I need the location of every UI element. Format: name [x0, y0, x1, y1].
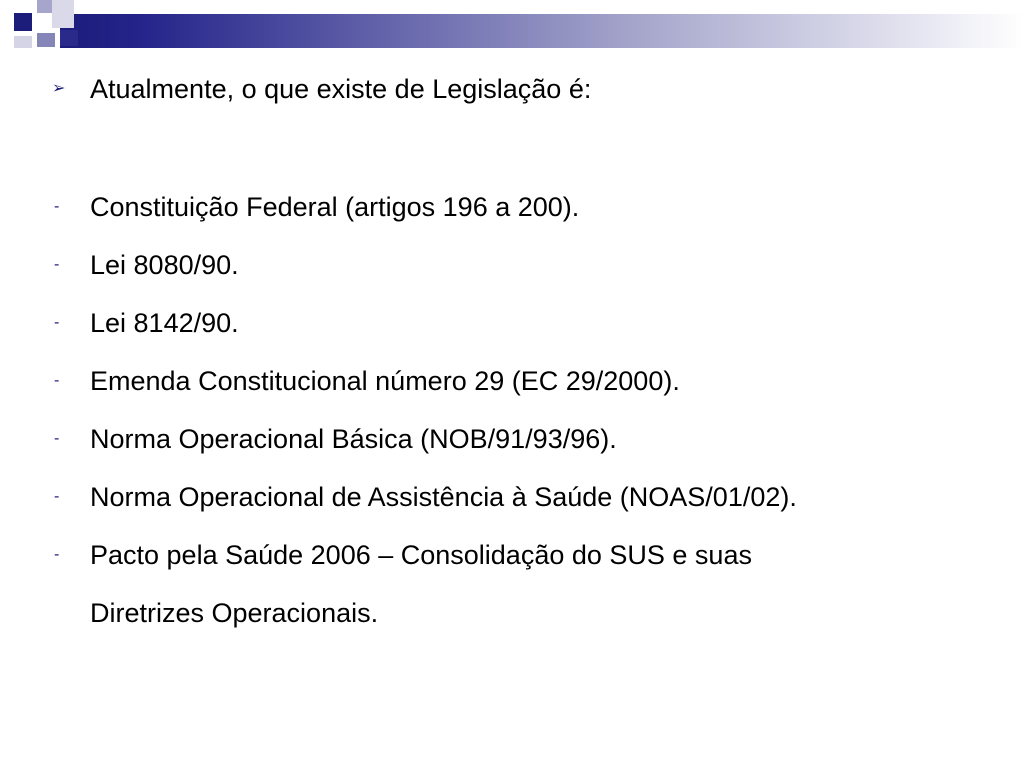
list-item [52, 178, 992, 236]
list-item-text: Lei 8080/90. [90, 250, 239, 280]
decorative-square [14, 36, 32, 48]
intro-bullet-item [52, 60, 992, 118]
dash-bullet-icon: - [54, 256, 60, 273]
dash-bullet-icon: - [54, 314, 60, 331]
list-item [52, 352, 992, 410]
list-item-continuation: Diretrizes Operacionais. [90, 598, 379, 628]
list-item-text: Constituição Federal (artigos 196 a 200). [90, 192, 580, 222]
list-item [52, 526, 992, 584]
dash-bullet-icon: - [54, 198, 60, 215]
decorative-square [14, 13, 32, 31]
dash-bullet-icon: - [54, 372, 60, 389]
slide-content [52, 60, 992, 642]
list-item-text: Pacto pela Saúde 2006 – Consolidação do SUS e suas [90, 540, 752, 570]
intro-text: Atualmente, o que existe de Legislação é: [90, 74, 592, 104]
list-item-text: Norma Operacional de Assistência à Saúde (NOAS/01/02). [90, 482, 797, 512]
decorative-square [60, 30, 78, 46]
list-item-text: Lei 8142/90. [90, 308, 239, 338]
header-gradient-bar [60, 14, 1024, 48]
dash-bullet-icon: - [54, 546, 60, 563]
dash-bullet-icon: - [54, 488, 60, 505]
list-item [52, 294, 992, 352]
spacer [52, 118, 992, 178]
dash-bullet-icon: - [54, 430, 60, 447]
list-item [52, 468, 992, 526]
list-item-text: Norma Operacional Básica (NOB/91/93/96). [90, 424, 617, 454]
list-item [52, 410, 992, 468]
decorative-square [52, 0, 74, 28]
arrow-bullet-icon: ➢ [52, 80, 66, 97]
decorative-square [37, 33, 55, 47]
list-item-text: Emenda Constitucional número 29 (EC 29/2000). [90, 366, 680, 396]
list-item [52, 236, 992, 294]
